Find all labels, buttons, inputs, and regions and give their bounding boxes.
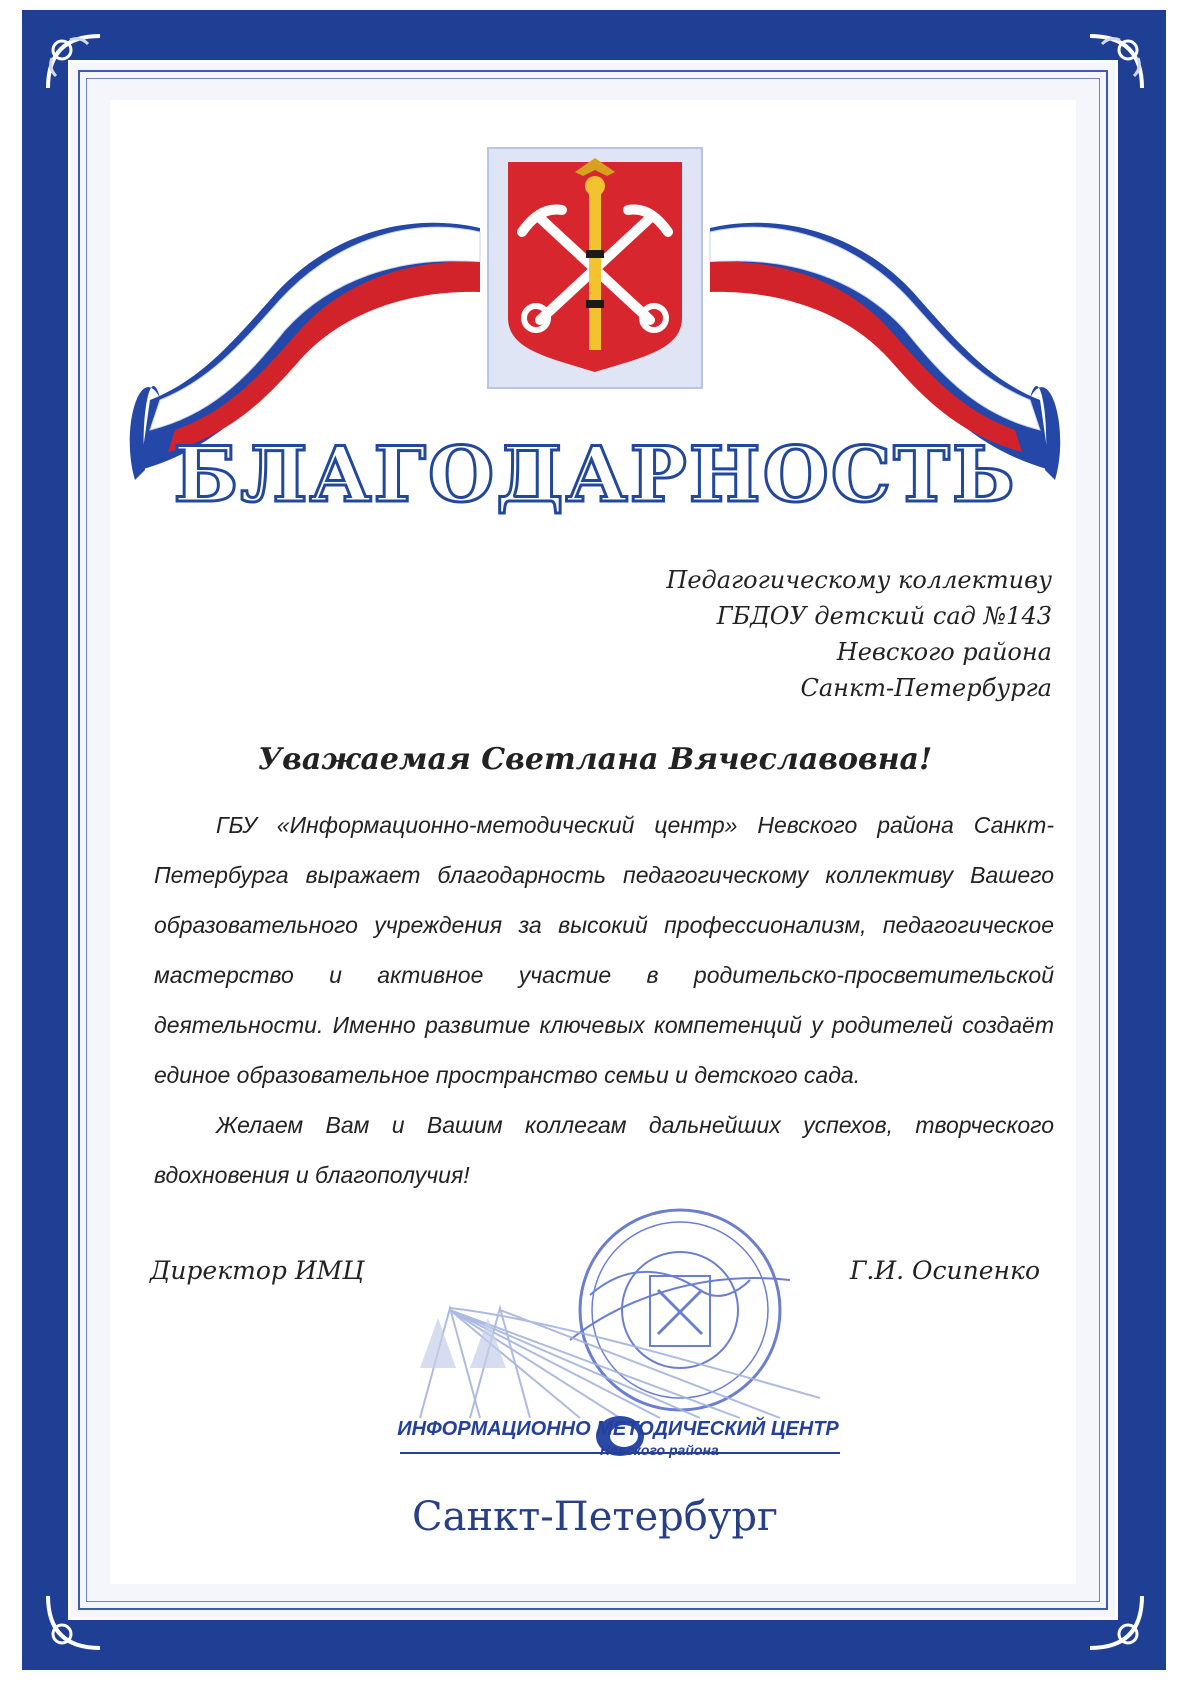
logo-subtitle: Невского района [600,1442,719,1458]
addressee-line: Санкт-Петербурга [800,674,1052,702]
addressee-line: Педагогическому коллективу [666,566,1052,594]
body-text [154,800,1054,1200]
logo-title: ИНФОРМАЦИОННО МЕТОДИЧЕСКИЙ ЦЕНТР [397,1418,839,1440]
corner-ornament-icon [40,1586,110,1656]
signatory-position: Директор ИМЦ [150,1256,365,1285]
corner-ornament-icon [1080,1586,1150,1656]
addressee-block [666,562,1052,706]
imc-logo-icon [380,1288,860,1468]
salutation: Уважаемая Светлана Вячеславовна! [257,742,933,777]
body-paragraph: Желаем Вам и Вашим коллегам дальнейших успехов, творческого вдохновения и благополучия! [154,1112,1054,1188]
addressee-line: Невского района [836,638,1052,666]
signatory-name: Г.И. Осипенко [849,1256,1040,1285]
certificate-title: БЛАГОДАРНОСТЬ [173,430,1017,519]
addressee-line: ГБДОУ детский сад №143 [716,602,1052,630]
city-name: Санкт-Петербург [412,1494,778,1540]
body-paragraph: ГБУ «Информационно-методический центр» Невского района Санкт-Петербурга выражает благодарность педагогическому коллективу Вашего образовательного учреждения за высокий профессионализм, педагогическое мастерство и активное участие в родительско-просветительской деятельности. Именно развитие ключевых компетенций у родителей создаёт единое образовательное пространство семьи и детского сада. [154,812,1054,1088]
